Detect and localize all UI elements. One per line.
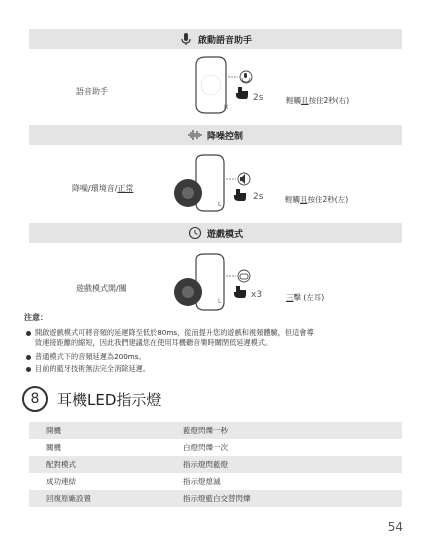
table-row xyxy=(29,456,402,473)
led-state-cell: 關機 xyxy=(46,443,61,452)
microphone-icon xyxy=(179,32,193,46)
left-earbud-game-illustration xyxy=(166,252,266,314)
table-row xyxy=(29,422,402,439)
led-section-title: 耳機LED指示燈 xyxy=(57,390,162,409)
voice-duration: 2s xyxy=(253,93,264,103)
led-indicator-table xyxy=(29,422,402,507)
bullet-icon xyxy=(26,331,31,336)
noise-control-header-text: 降噪控制 xyxy=(206,131,243,142)
bullet-icon xyxy=(26,355,31,360)
bullet-icon xyxy=(26,367,31,372)
soundwave-icon xyxy=(188,128,202,142)
led-state-cell: 開機 xyxy=(29,422,183,439)
game-tap-count: x3 xyxy=(251,290,263,300)
note-item: 普通模式下的音頻延遲為200ms。 xyxy=(26,352,406,362)
voice-assistant-label: 語音助手 xyxy=(76,87,108,96)
led-indicator-cell: 白燈閃爍一次 xyxy=(183,443,228,452)
game-mode-label: 遊戲模式開/關 xyxy=(76,284,127,293)
table-row xyxy=(29,439,402,456)
voice-assistant-header xyxy=(29,29,402,49)
right-earbud-illustration xyxy=(176,55,266,115)
noise-mode-label: 降噪/環境音/正常 xyxy=(72,184,134,193)
led-indicator-cell: 藍燈閃爍一秒 xyxy=(183,422,402,439)
note-item: 目前的藍牙技術無法完全消除延遲。 xyxy=(26,364,406,374)
led-section-heading xyxy=(22,386,161,412)
voice-assistant-header-text: 啟動語音助手 xyxy=(197,35,252,46)
section-number-badge: 8 xyxy=(22,386,48,412)
left-side-marker-game: L xyxy=(218,298,222,305)
note-item: 開啟遊戲模式可將音頻的延遲降至低於80ms，從而提升您的遊戲和視頻體驗，但這會導 致連接距離的縮短，因此我們建議您在使用耳機聽音樂時關閉低延遲模式。 xyxy=(26,328,406,348)
noise-duration: 2s xyxy=(253,192,264,202)
led-state-cell: 成功連結 xyxy=(46,477,76,486)
noise-gesture-text: 輕觸且按住2秒(左) xyxy=(285,195,349,204)
left-side-marker: L xyxy=(218,201,222,208)
notes-title: 注意： xyxy=(24,313,48,322)
left-earbud-illustration xyxy=(166,153,266,215)
led-state-cell: 配對模式 xyxy=(29,456,183,473)
page-number: 54 xyxy=(387,520,403,534)
led-indicator-cell: 指示燈閃藍燈 xyxy=(183,456,402,473)
led-indicator-cell: 指示燈藍白交替閃爍 xyxy=(183,490,402,507)
noise-control-header xyxy=(29,125,402,145)
led-indicator-cell: 指示燈熄滅 xyxy=(183,477,221,486)
table-row xyxy=(29,473,402,490)
right-side-marker: R xyxy=(224,104,229,111)
game-mode-header xyxy=(29,223,402,243)
led-state-cell: 回復原廠設置 xyxy=(29,490,183,507)
table-row xyxy=(29,490,402,507)
game-gesture-text: 三擊 (左耳) xyxy=(286,293,325,302)
game-mode-header-text: 遊戲模式 xyxy=(206,229,243,240)
clock-icon xyxy=(188,226,202,240)
voice-gesture-text: 輕觸且按住2秒(右) xyxy=(286,96,350,105)
